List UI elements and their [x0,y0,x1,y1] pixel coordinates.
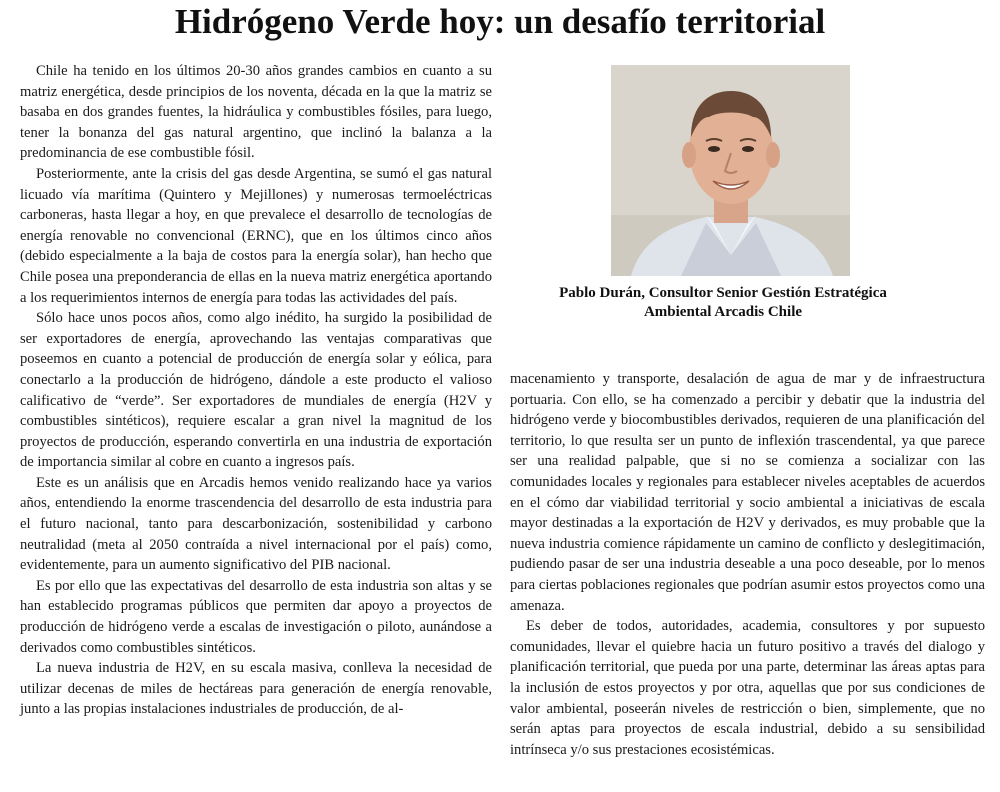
paragraph: Es por ello que las expectativas del desarrollo de esta industria son altas y se han establecido programas públicos que permiten dar apoyo a proyectos de producción de hidrógeno verde a escalas de investigación o piloto, aunándose a derivados como combustibles sintéticos. [20,577,492,656]
caption-line: Pablo Durán, Consultor Senior Gestión Estratégica [559,285,887,301]
paragraph: Es deber de todos, autoridades, academia, consultores y por supuesto comunidades, llevar el quiebre hacia un futuro positivo a través del dialogo y planificación territorial, que pueda por una parte, determinar las áreas aptas para la inclusión de estos proyectos y por otra, aquellas que por sus condiciones de valor ambiental, poseerán niveles de restricción o bien, simplemente, que no serán aptas para proyectos de escala industrial, debido a su sensibilidad intrínseca y/o sus prestaciones ecosistémicas. [510,618,985,758]
right-column [510,369,985,760]
paragraph: Posteriormente, ante la crisis del gas desde Argentina, se sumó el gas natural licuado vía marítima (Quintero y Mejillones) y numerosas termoeléctricas carboneras, hasta llegar a hoy, en que prevalece el desarrollo de tecnologías de energía renovable no convencional (ERNC), que en los últimos cinco años (debido especialmente a la baja de costos para la energía solar), han hecho que Chile posea una preponderancia de ellas en la nueva matriz energética aportando a los requerimientos internos de energía para todas las actividades del país. [20,165,492,306]
photo-caption [505,284,941,322]
caption-line: Ambiental Arcadis Chile [643,304,803,320]
left-column [20,61,492,720]
paragraph: Este es un análisis que en Arcadis hemos venido realizando hace ya varios años, entendiendo la enorme trascendencia del desarrollo de esta industria para el futuro nacional, tanto para descarbonización, sostenibilidad y carbono neutralidad (meta al 2050 contraída a nivel internacional por el país) como, evidentemente, para un aumento significativo del PIB nacional. [20,474,492,574]
article-title: Hidrógeno Verde hoy: un desafío territorial [174,2,826,41]
paragraph: macenamiento y transporte, desalación de agua de mar y de infraestructura portuaria. Con ello, se ha comenzado a percibir y debatir que la industria del hidrógeno verde y biocombustibles derivados, requieren de una planificación del territorio, lo que resulta ser un punto de inflexión trascendental, ya que parece ser una realidad palpable, que si no se comienza a socializar con las comunidades locales y regionales para establecer niveles aceptables de acuerdos en el cómo dar viabilidad territorial y socio ambiental a iniciativas de escala mayor destinadas a la exportación de H2V y derivados, es muy probable que la nueva industria comience rápidamente un camino de conflicto y deslegitimación, pudiendo pasar de ser una industria deseable a una poco deseable, por lo menos para ciertas poblaciones regionales que podrían asumir estos proyectos como una amenaza. [510,371,985,614]
paragraph: Chile ha tenido en los últimos 20-30 años grandes cambios en cuanto a su matriz energética, desde principios de los noventa, década en la que la matriz se basaba en dos grandes fuentes, la hidráulica y combustibles fósiles, para luego, tener la bonanza del gas natural argentino, que inclinó la balanza a la predominancia de ese combustible fósil. [20,63,492,162]
portrait-photo [611,65,850,276]
paragraph: Sólo hace unos pocos años, como algo inédito, ha surgido la posibilidad de ser exportadores de energía, aprovechando las ventajas comparativas que poseemos en cuanto a potencial de producción de energía solar y eólica, para conectarlo a la producción de hidrógeno, dándole a este producto el valioso calificativo de “verde”. Ser exportadores de mundiales de energía (H2V y combustibles sintéticos), requiere escalar a gran nivel la magnitud de los proyectos de producción, esperando convertirla en una industria de exportación de importancia similar al cobre en cuanto a ingresos país. [20,310,492,471]
paragraph: La nueva industria de H2V, en su escala masiva, conlleva la necesidad de utilizar decenas de miles de hectáreas para generación de energía renovable, junto a las propias instalaciones industriales de producción, de al- [20,660,492,718]
